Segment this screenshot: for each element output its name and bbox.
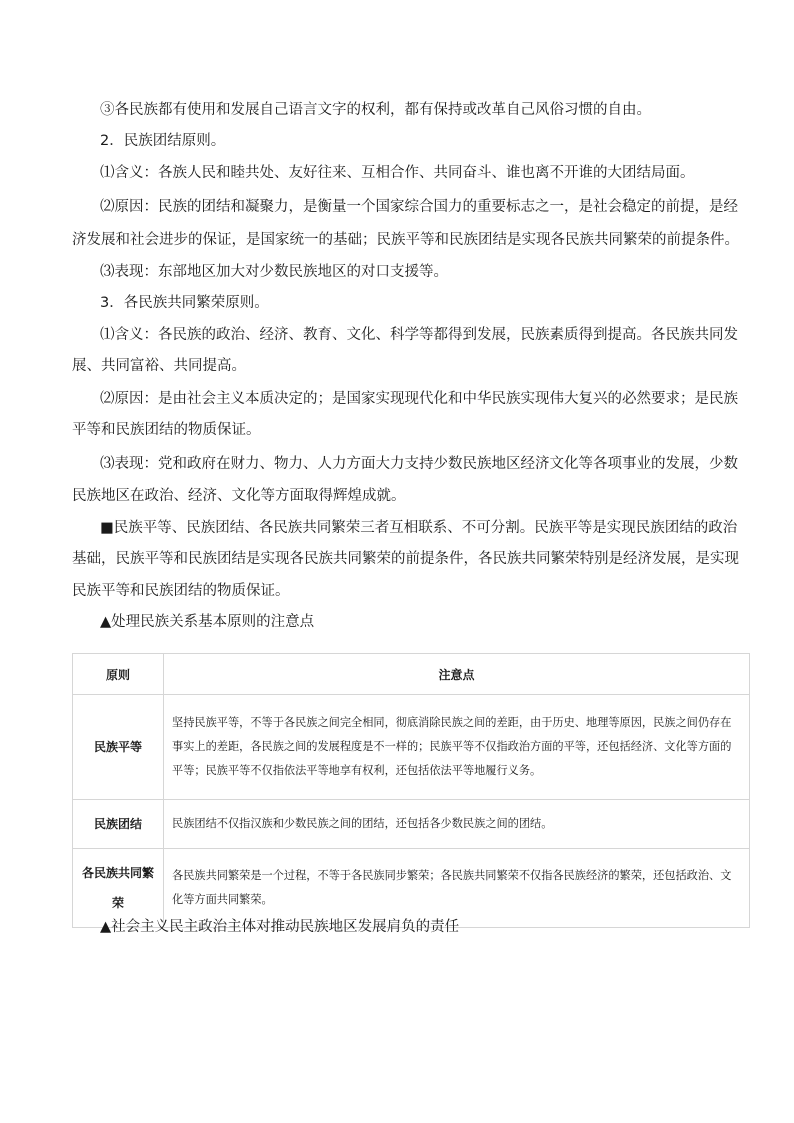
prosperity-manifestation-line-2: 民族地区在政治、经济、文化等方面取得辉煌成就。: [72, 488, 406, 504]
table-header-row: [73, 654, 750, 695]
table-row: [73, 849, 750, 928]
principles-notes-table: [72, 653, 750, 928]
table-row: [73, 695, 750, 800]
unity-reason-line-1: ⑵原因：民族的团结和凝聚力，是衡量一个国家综合国力的重要标志之一，是社会稳定的前提，是经: [100, 199, 738, 215]
table-row: [73, 800, 750, 849]
principle-cell: 民族平等: [73, 695, 164, 800]
prosperity-reason-line-1: ⑵原因：是由社会主义本质决定的；是国家实现现代化和中华民族实现伟大复兴的必然要求；是民族: [100, 391, 738, 407]
summary-line-1: ■民族平等、民族团结、各民族共同繁荣三者互相联系、不可分割。民族平等是实现民族团结的政治: [100, 520, 738, 536]
section-heading-prosperity: 3．各民族共同繁荣原则。: [100, 295, 269, 311]
prosperity-meaning-line-1: ⑴含义：各民族的政治、经济、教育、文化、科学等都得到发展，民族素质得到提高。各民族共同发: [100, 327, 738, 343]
prosperity-reason-line-2: 平等和民族团结的物质保证。: [72, 422, 261, 438]
prosperity-meaning-line-2: 展、共同富裕、共同提高。: [72, 358, 246, 374]
unity-meaning: ⑴含义：各族人民和睦共处、友好往来、互相合作、共同奋斗、谁也离不开谁的大团结局面。: [100, 165, 695, 181]
header-principle: 原则: [73, 654, 164, 695]
header-notes: 注意点: [164, 654, 750, 695]
note-cell: 坚持民族平等，不等于各民族之间完全相同，彻底消除民族之间的差距，由于历史、地理等原因，民族之间仍存在事实上的差距，各民族之间的发展程度是不一样的；民族平等不仅指政治方面的平等，还包括经济、文化等方面的平等；民族平等不仅指依法平等地享有权利，还包括依法平等地履行义务。: [164, 695, 750, 800]
note-cell: 各民族共同繁荣是一个过程，不等于各民族同步繁荣；各民族共同繁荣不仅指各民族经济的繁荣，还包括政治、文化等方面共同繁荣。: [164, 849, 750, 928]
note-cell: 民族团结不仅指汉族和少数民族之间的团结，还包括各少数民族之间的团结。: [164, 800, 750, 849]
section-heading-unity: 2．民族团结原则。: [100, 133, 226, 149]
prosperity-manifestation-line-1: ⑶表现：党和政府在财力、物力、人力方面大力支持少数民族地区经济文化等各项事业的发展，少数: [100, 456, 738, 472]
summary-line-2: 基础，民族平等和民族团结是实现各民族共同繁荣的前提条件，各民族共同繁荣特别是经济发展，是实现: [72, 551, 739, 567]
principle-cell: 各民族共同繁荣: [73, 849, 164, 928]
responsibility-section-title: ▲社会主义民主政治主体对推动民族地区发展肩负的责任: [100, 919, 460, 935]
summary-line-3: 民族平等和民族团结的物质保证。: [72, 583, 290, 599]
notes-section-title: ▲处理民族关系基本原则的注意点: [100, 614, 315, 630]
unity-reason-line-2: 济发展和社会进步的保证，是国家统一的基础；民族平等和民族团结是实现各民族共同繁荣的前提条件。: [72, 232, 739, 248]
principle-cell: 民族团结: [73, 800, 164, 849]
rights-language-customs: ③各民族都有使用和发展自己语言文字的权利，都有保持或改革自己风俗习惯的自由。: [100, 102, 651, 118]
unity-manifestation: ⑶表现：东部地区加大对少数民族地区的对口支援等。: [100, 264, 448, 280]
